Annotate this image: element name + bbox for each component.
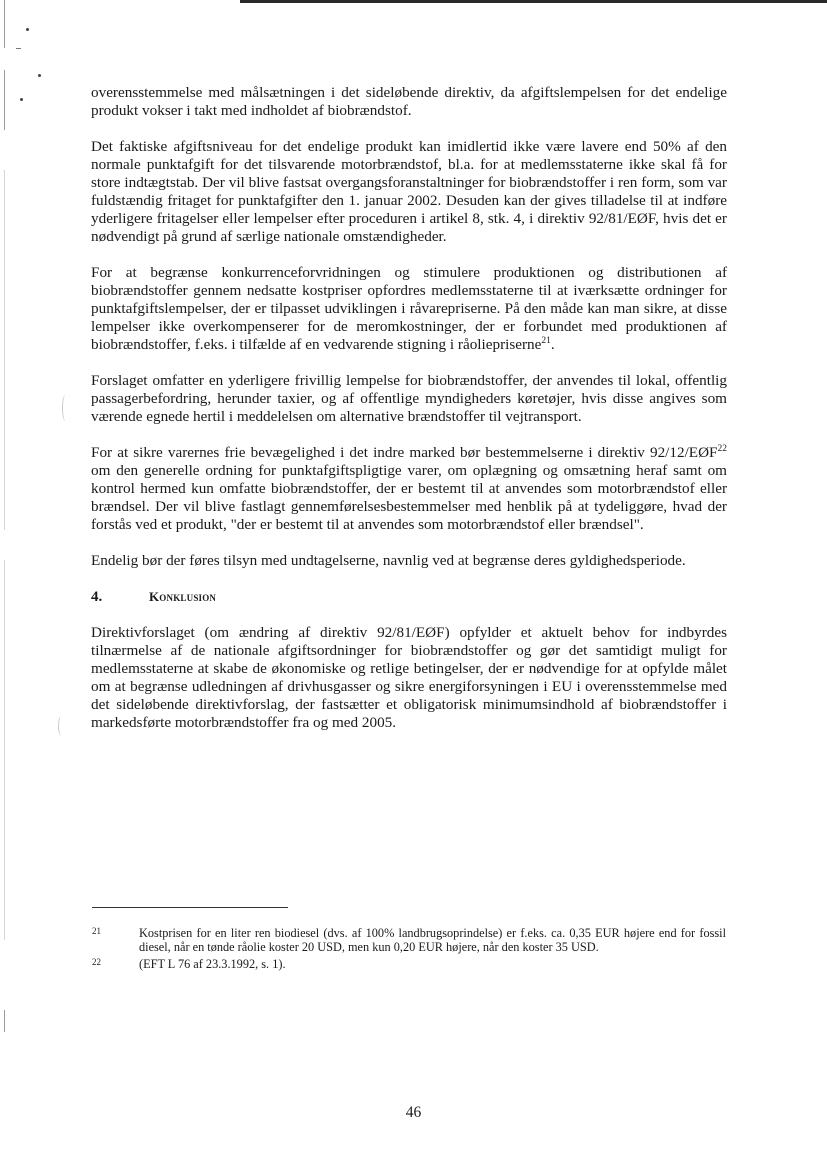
footnote-text: Kostprisen for en liter ren biodiesel (dvs. af 100% landbrugsoprindelse) er f.eks. ca. 0,35 EUR højere end for fossil diesel, når en tønde råolie koster 20 USD, men kun 0,20 EUR højere, når den koster 35 USD. xyxy=(139,926,726,954)
section-heading xyxy=(91,588,727,606)
footnote xyxy=(92,926,726,954)
scan-speck xyxy=(26,28,29,31)
paragraph: overensstemmelse med målsætningen i det sideløbende direktiv, da afgiftslempelsen for det endelige produkt vokser i takt med indholdet af biobrændstof. xyxy=(91,84,727,119)
paragraph: Forslaget omfatter en yderligere frivillig lempelse for biobrændstoffer, der anvendes til lokal, offentlig passagerbefordring, herunder taxier, og af offentlige myndigheders køretøjer, hvis disse angives som værende egnede hertil i meddelelsen om alternative brændstoffer til vejtransport. xyxy=(91,372,727,425)
footnote-reference[interactable]: 22 xyxy=(717,443,727,454)
footnote-number: 22 xyxy=(92,957,101,967)
scan-smudge xyxy=(62,395,69,421)
section-number: 4. xyxy=(91,589,103,605)
paragraph: For at begrænse konkurrenceforvridningen og stimulere produktionen og distributionen af biobrændstoffer gennem nedsatte kostpriser opfordres medlemsstaterne til at iværksætte ordninger for punktafgiftslempelser, der er tilpasset udviklingen i råvarepriserne. På den måde kan man sikre, at disse lempelser ikke overkompenserer for de meromkostninger, der er forbundet med produktionen af biobrændstoffer, f.eks. i tilfælde af en vedvarende stigning i råoliepriserne$^{21}$. xyxy=(91,264,727,353)
footnote-number: 21 xyxy=(92,926,101,936)
scan-smudge xyxy=(58,716,65,736)
paragraph: Det faktiske afgiftsniveau for det endelige produkt kan imidlertid ikke være lavere end 50% af den normale punktafgift for det tilsvarende motorbrændstof, bl.a. for at medlemsstaterne ikke skal få for store indtægtstab. Der vil blive fastsat overgangsforanstaltninger for biobrændstoffer i ren form, som var fuldstændig fritaget for punktafgifter den 1. januar 2002. Desuden kan der gives tilladelse til at indføre yderligere fritagelser eller lempelser efter proceduren i artikel 8, stk. 4, i direktiv 92/81/EØF, hvis det er nødvendigt på grund af særlige nationale omstændigheder. xyxy=(91,138,727,245)
top-scan-rule xyxy=(240,0,827,3)
footnote xyxy=(92,957,726,971)
margin-scan-line xyxy=(4,560,5,940)
paragraph: For at sikre varernes frie bevægelighed i det indre marked bør bestemmelserne i direktiv 92/12/EØF$^{22}$ om den generelle ordning for punktafgiftspligtige varer, om oplægning og omsætning heraf samt om kontrol hermed kun omfatte biobrændstoffer, der er bestemt til at anvendes som motorbrændstof eller brændsel. Der vil blive fastlagt gennemførelsesbestemmelser med henblik på at tydeliggøre, hvad der forstås ved et produkt, "der er bestemt til at anvendes som motorbrændstof eller brændsel". xyxy=(91,443,727,533)
scan-speck xyxy=(38,74,41,77)
scan-speck xyxy=(16,48,21,49)
paragraph: Endelig bør der føres tilsyn med undtagelserne, navnlig ved at begrænse deres gyldighedsperiode. xyxy=(91,552,686,569)
footnotes xyxy=(92,926,726,974)
footnote-separator xyxy=(92,907,288,908)
margin-scan-line xyxy=(4,1010,5,1032)
conclusion-paragraph: Direktivforslaget (om ændring af direktiv 92/81/EØF) opfylder et aktuelt behov for indbyrdes tilnærmelse af de nationale afgiftsordninger for biobrændstoffer og gør det samtidigt muligt for medlemsstaterne at skabe de økonomiske og retlige betingelser, der er nødvendige for at opfylde målet om at begrænse udledningen af drivhusgasser og sikre energiforsyningen i EU i overensstemmelse med det sideløbende direktivforslag, der fastsætter et obligatorisk minimumsindhold af biobrændstoffer i markedsførte motorbrændstoffer fra og med 2005. xyxy=(91,624,727,731)
margin-scan-line xyxy=(4,70,5,130)
footnote-text: (EFT L 76 af 23.3.1992, s. 1). xyxy=(139,957,286,971)
scan-speck xyxy=(20,98,23,101)
page-number: 46 xyxy=(405,1104,422,1121)
footnote-reference[interactable]: 21 xyxy=(541,335,551,346)
margin-scan-line xyxy=(4,170,5,530)
document-body xyxy=(91,84,727,750)
section-title: Konklusion xyxy=(149,589,217,604)
margin-scan-line xyxy=(4,0,5,48)
